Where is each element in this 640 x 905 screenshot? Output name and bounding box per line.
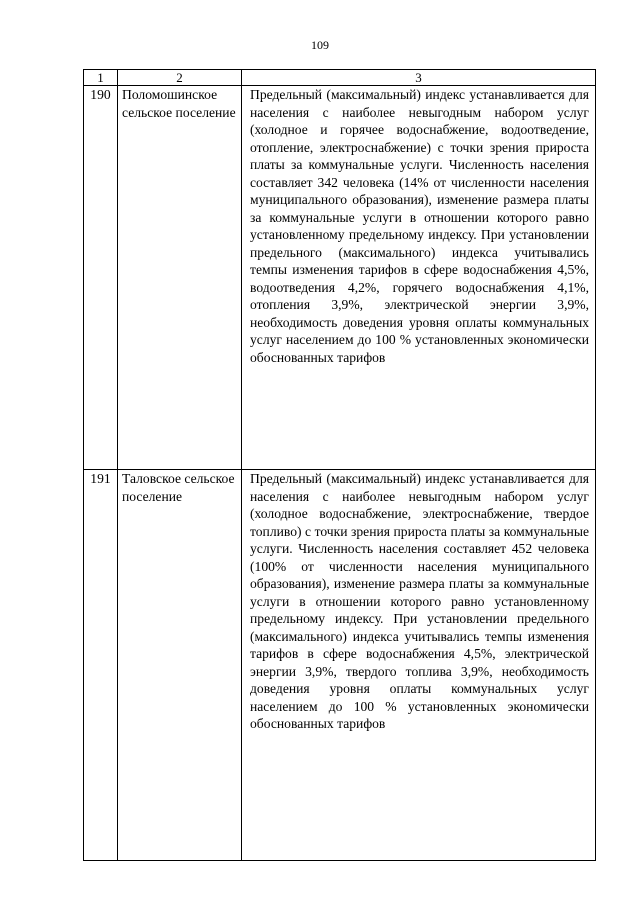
settlement-name: Таловское сельское поселение <box>118 470 242 861</box>
tariff-table <box>83 69 596 861</box>
settlement-name: Поломошинское сельское поселение <box>118 86 242 470</box>
page-number: 109 <box>311 38 329 52</box>
header-col-2: 2 <box>118 70 242 86</box>
row-number: 191 <box>84 470 118 861</box>
index-description: Предельный (максимальный) индекс устанавливается для населения с наиболее невыгодным набором услуг (холодное водоснабжение, электроснабжение, твердое топливо) с точки зрения прироста платы за коммунальные услуги. Численность населения составляет 452 человека (100% от численности населения муниципального образования), изменение размера платы за коммунальные услуги в отношении которого равно установленному предельному индексу. При установлении предельного (максимального) индекса учитывались темпы изменения тарифов в сфере водоснабжения 4,5%, электрической энергии 3,9%, твердого топлива 3,9%, необходимость доведения уровня оплаты коммунальных услуг населением до 100 % установленных экономически обоснованных тарифов <box>242 470 596 861</box>
table-header-row <box>84 70 596 86</box>
header-col-1: 1 <box>84 70 118 86</box>
index-description: Предельный (максимальный) индекс устанавливается для населения с наиболее невыгодным набором услуг (холодное и горячее водоснабжение, водоотведение, отопление, электроснабжение) с точки зрения прироста платы за коммунальные услуги. Численность населения составляет 342 человека (14% от численности населения муниципального образования), изменение размера платы за коммунальные услуги в отношении которого равно установленному предельному индексу. При установлении предельного (максимального) индекса учитывались темпы изменения тарифов в сфере водоснабжения 4,5%, водоотведения 4,2%, горячего водоснабжения 4,1%, отопления 3,9%, электрической энергии 3,9%, необходимость доведения уровня оплаты коммунальных услуг населением до 100 % установленных экономически обоснованных тарифов <box>242 86 596 470</box>
header-col-3: 3 <box>242 70 596 86</box>
table-row <box>84 86 596 470</box>
table-row <box>84 470 596 861</box>
row-number: 190 <box>84 86 118 470</box>
